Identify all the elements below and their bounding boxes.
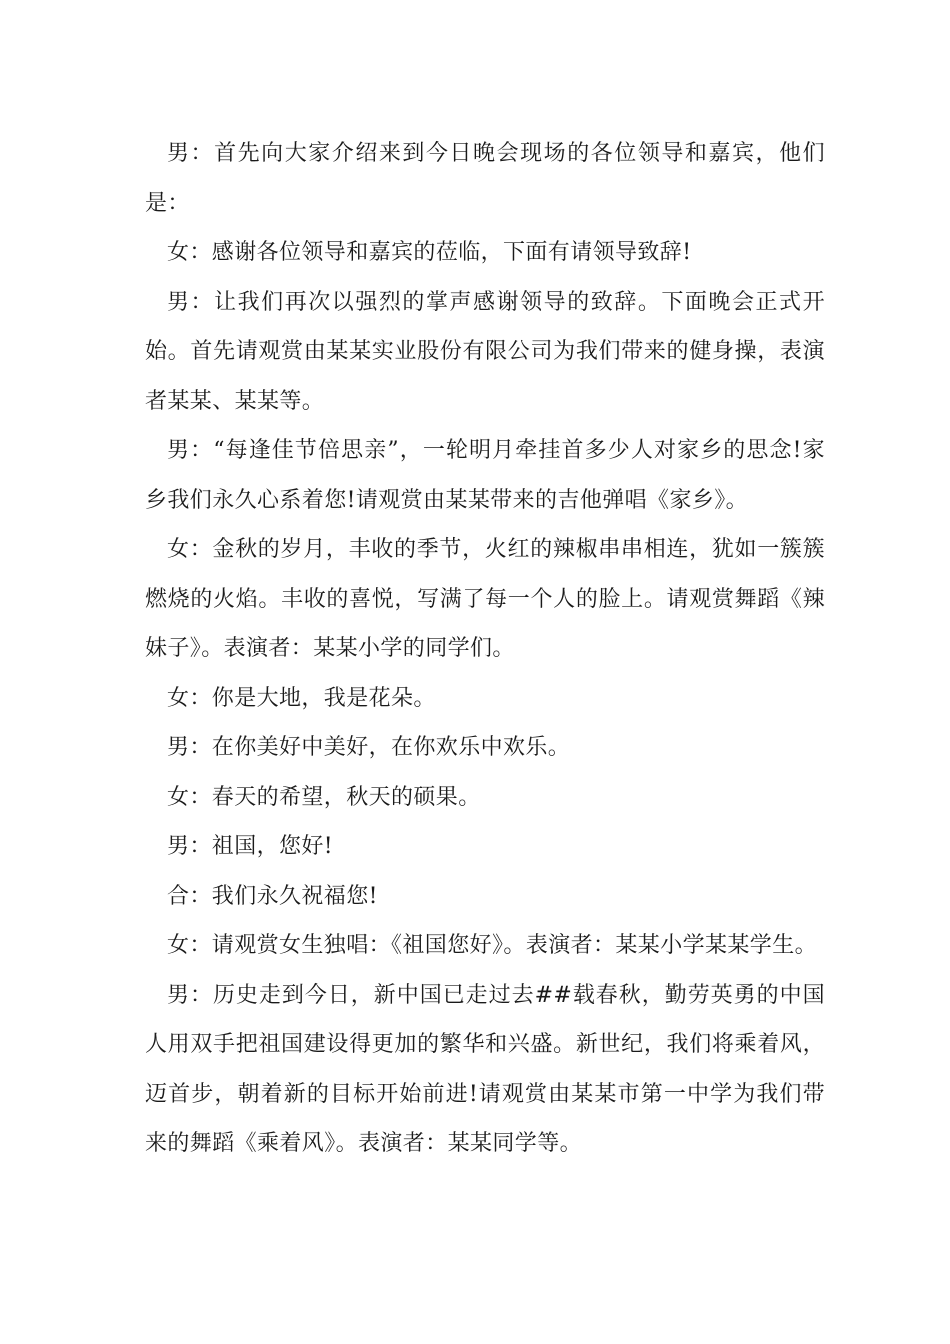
paragraph-7: 男：在你美好中美好，在你欢乐中欢乐。	[167, 735, 571, 760]
paragraph-8: 女：春天的希望，秋天的硕果。	[167, 784, 481, 810]
paragraph-6: 女：你是大地，我是花朵。	[167, 685, 436, 711]
paragraph-12: 男：历史走到今日，新中国已走过去##载春秋，勤劳英勇的中国人用双手把祖国建设得更加的繁华和兴盛。新世纪，我们将乘着风，迈首步，朝着新的目标开始前进!请观赏由某某市第一中学为我们带来的舞蹈《乘着风》。表演者：某某同学等。	[145, 982, 825, 1156]
paragraph-11: 女：请观赏女生独唱：《祖国您好》。表演者：某某小学某某学生。	[167, 933, 818, 958]
paragraph-1: 男：首先向大家介绍来到今日晚会现场的各位领导和嘉宾，他们是：	[145, 141, 825, 216]
paragraph-10: 合：我们永久祝福您!	[167, 883, 378, 909]
paragraph-5: 女：金秋的岁月，丰收的季节，火红的辣椒串串相连，犹如一簇簇燃烧的火焰。丰收的喜悦，写满了每一个人的脸上。请观赏舞蹈《辣妹子》。表演者：某某小学的同学们。	[145, 537, 825, 661]
paragraph-2: 女：感谢各位领导和嘉宾的莅临，下面有请领导致辞!	[167, 240, 692, 265]
paragraph-4: 男：“每逢佳节倍思亲”，一轮明月牵挂首多少人对家乡的思念!家乡我们永久心系着您!请观赏由某某带来的吉他弹唱《家乡》。	[145, 438, 825, 513]
document-page	[145, 129, 825, 1169]
paragraph-9: 男：祖国，您好!	[167, 834, 334, 859]
paragraph-3: 男：让我们再次以强烈的掌声感谢领导的致辞。下面晚会正式开始。首先请观赏由某某实业股份有限公司为我们带来的健身操，表演者某某、某某等。	[145, 289, 825, 414]
